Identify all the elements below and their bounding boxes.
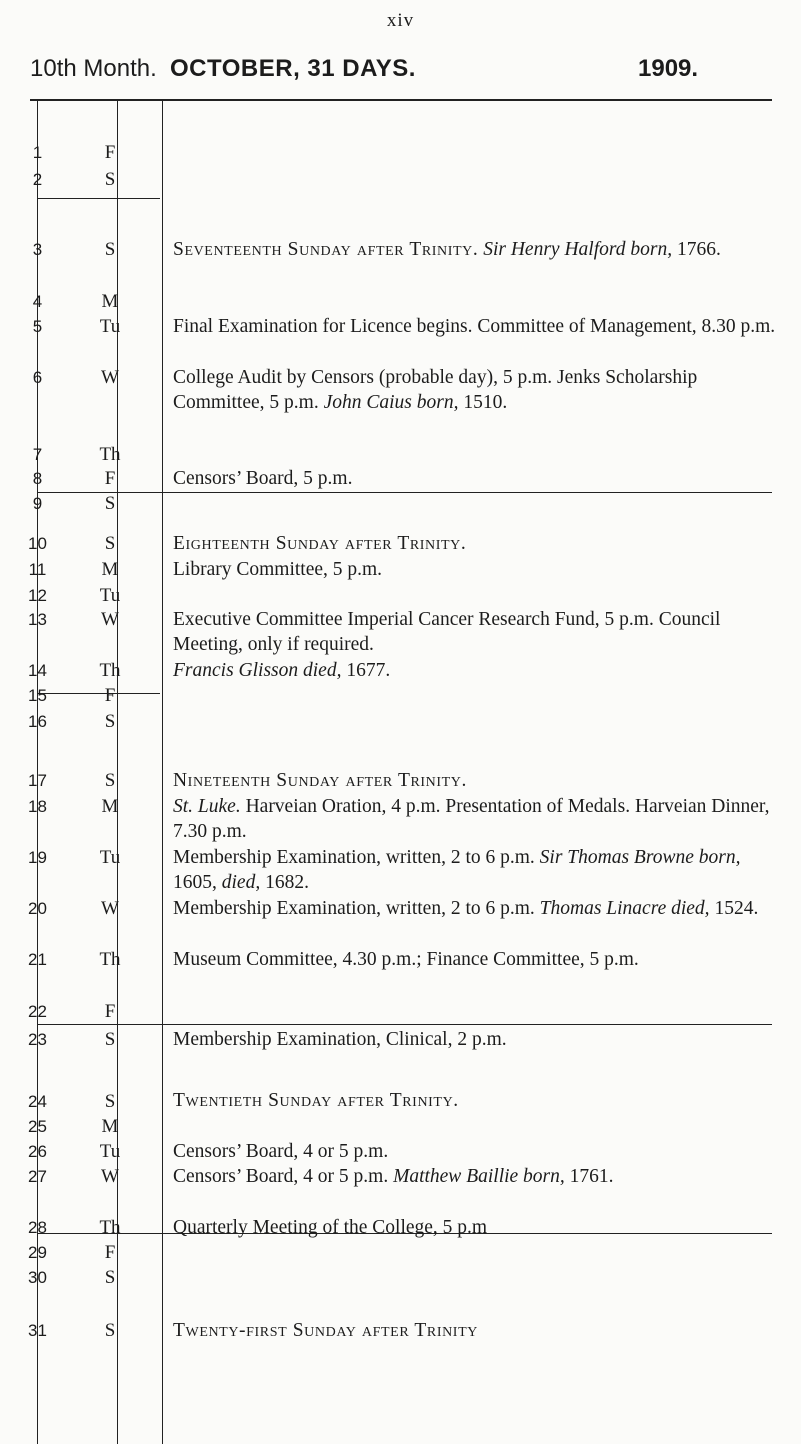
day-number: 28 bbox=[28, 1218, 47, 1237]
day-number: 17 bbox=[28, 771, 47, 790]
weekday-letter: S bbox=[104, 1267, 116, 1288]
event-died: died, bbox=[221, 872, 261, 893]
year-label: 1909. bbox=[638, 55, 699, 82]
event-oct-6 bbox=[173, 365, 783, 415]
day-number: 10 bbox=[28, 534, 47, 553]
event-year: 1510. bbox=[463, 392, 508, 413]
event-text: Membership Examination, written, 2 to 6 p.m. bbox=[173, 847, 535, 868]
event-text: Censors’ Board, 4 or 5 p.m. bbox=[173, 1166, 389, 1187]
event-oct-5: Final Examination for Licence begins. Committee of Management, 8.30 p.m. bbox=[173, 316, 776, 337]
day-number: 30 bbox=[28, 1268, 47, 1287]
event-oct-21: Museum Committee, 4.30 p.m.; Finance Committee, 5 p.m. bbox=[173, 949, 639, 970]
event-person: Sir Thomas Browne born, bbox=[539, 847, 741, 868]
weekday-letter: S bbox=[104, 770, 116, 791]
event-person: Francis Glisson died, bbox=[173, 660, 342, 681]
event-oct-17: Nineteenth Sunday after Trinity. bbox=[173, 770, 467, 791]
weekday-letter: S bbox=[104, 1029, 116, 1050]
month-label: 10th Month. bbox=[30, 55, 157, 82]
event-oct-19 bbox=[173, 845, 783, 895]
event-person: John Caius born, bbox=[323, 392, 459, 413]
day-number: 9 bbox=[32, 494, 43, 513]
day-number: 8 bbox=[32, 469, 43, 488]
day-number: 12 bbox=[28, 586, 47, 605]
header-rule bbox=[30, 99, 772, 101]
day-number: 22 bbox=[28, 1002, 47, 1021]
weekday-letter: M bbox=[101, 796, 119, 817]
day-number: 19 bbox=[28, 848, 47, 867]
sunday-heading: Seventeenth Sunday after Trinity. bbox=[173, 239, 479, 260]
event-oct-27 bbox=[173, 1164, 783, 1189]
event-oct-11: Library Committee, 5 p.m. bbox=[173, 559, 383, 580]
day-number: 15 bbox=[28, 686, 47, 705]
event-year: 1682. bbox=[265, 872, 309, 893]
day-number: 20 bbox=[28, 899, 47, 918]
event-oct-20 bbox=[173, 896, 783, 921]
weekday-letter: S bbox=[104, 1320, 116, 1341]
weekday-letter: S bbox=[104, 711, 116, 732]
day-number: 13 bbox=[28, 610, 47, 629]
weekday-letter: S bbox=[104, 169, 116, 190]
weekday-letter: M bbox=[101, 291, 119, 312]
event-year: 1766. bbox=[676, 239, 721, 260]
weekday-letter: Th bbox=[99, 444, 121, 465]
column-divider-text bbox=[162, 99, 163, 1444]
weekday-letter: F bbox=[104, 1242, 116, 1263]
weekday-letter: M bbox=[101, 1116, 119, 1137]
day-number: 3 bbox=[32, 240, 43, 259]
weekday-letter: F bbox=[104, 142, 116, 163]
day-number: 25 bbox=[28, 1117, 47, 1136]
weekday-letter: S bbox=[104, 533, 116, 554]
event-year: 1761. bbox=[569, 1166, 614, 1187]
week-rule bbox=[37, 1024, 160, 1025]
weekday-letter: S bbox=[104, 493, 116, 514]
page-number: xiv bbox=[386, 10, 415, 31]
day-number: 26 bbox=[28, 1142, 47, 1161]
event-year: 1677. bbox=[346, 660, 391, 681]
weekday-letter: F bbox=[104, 685, 116, 706]
event-text: Membership Examination, written, 2 to 6 p.m. bbox=[173, 898, 535, 919]
day-number: 14 bbox=[28, 661, 47, 680]
weekday-letter: W bbox=[101, 609, 119, 630]
event-person: Thomas Linacre died, bbox=[539, 898, 710, 919]
weekday-letter: Tu bbox=[99, 1141, 121, 1162]
event-oct-14 bbox=[173, 658, 783, 683]
event-oct-10: Eighteenth Sunday after Trinity. bbox=[173, 533, 467, 554]
day-number: 1 bbox=[32, 143, 43, 162]
day-number: 4 bbox=[32, 292, 43, 311]
weekday-letter: W bbox=[101, 1166, 119, 1187]
event-text: Harveian Oration, 4 p.m. Presentation of Medals. Harveian Dinner, 7.30 p.m. bbox=[173, 796, 770, 842]
week-rule bbox=[160, 1024, 772, 1025]
day-number: 24 bbox=[28, 1092, 47, 1111]
weekday-letter: Tu bbox=[99, 316, 121, 337]
day-number: 7 bbox=[32, 445, 43, 464]
weekday-letter: W bbox=[101, 367, 119, 388]
weekday-letter: F bbox=[104, 1001, 116, 1022]
day-number: 23 bbox=[28, 1030, 47, 1049]
event-oct-24: Twentieth Sunday after Trinity. bbox=[173, 1090, 459, 1111]
event-oct-8: Censors’ Board, 5 p.m. bbox=[173, 468, 353, 489]
event-oct-23: Membership Examination, Clinical, 2 p.m. bbox=[173, 1029, 507, 1050]
day-number: 5 bbox=[32, 317, 43, 336]
day-number: 29 bbox=[28, 1243, 47, 1262]
weekday-letter: S bbox=[104, 1091, 116, 1112]
day-number: 21 bbox=[28, 950, 47, 969]
day-number: 6 bbox=[32, 368, 43, 387]
weekday-letter: M bbox=[101, 559, 119, 580]
weekday-letter: F bbox=[104, 468, 116, 489]
weekday-letter: Th bbox=[99, 1217, 121, 1238]
day-number: 18 bbox=[28, 797, 47, 816]
day-number: 16 bbox=[28, 712, 47, 731]
day-number: 27 bbox=[28, 1167, 47, 1186]
week-rule bbox=[160, 492, 772, 493]
event-person: Sir Henry Halford born, bbox=[483, 239, 673, 260]
event-oct-13: Executive Committee Imperial Cancer Research Fund, 5 p.m. Council Meeting, only if required. bbox=[173, 609, 721, 655]
weekday-letter: Th bbox=[99, 949, 121, 970]
day-number: 11 bbox=[28, 560, 47, 579]
event-oct-3 bbox=[173, 237, 783, 262]
page-title: OCTOBER, 31 DAYS. bbox=[170, 55, 416, 82]
event-person: Matthew Baillie born, bbox=[393, 1166, 565, 1187]
event-oct-18 bbox=[173, 794, 783, 844]
weekday-letter: W bbox=[101, 898, 119, 919]
day-number: 2 bbox=[32, 170, 43, 189]
event-year: 1605, bbox=[173, 872, 217, 893]
week-rule bbox=[37, 198, 160, 199]
feast-name: St. Luke. bbox=[173, 796, 241, 817]
weekday-letter: S bbox=[104, 239, 116, 260]
day-number: 31 bbox=[28, 1321, 47, 1340]
event-oct-31: Twenty-first Sunday after Trinity bbox=[173, 1320, 478, 1341]
weekday-letter: Th bbox=[99, 660, 121, 681]
weekday-letter: Tu bbox=[99, 585, 121, 606]
event-year: 1524. bbox=[714, 898, 759, 919]
event-oct-28: Quarterly Meeting of the College, 5 p.m bbox=[173, 1217, 488, 1238]
event-text: College Audit by Censors (probable day), 5 p.m. Jenks Scholarship Committee, 5 p.m. bbox=[173, 367, 698, 413]
event-oct-26: Censors’ Board, 4 or 5 p.m. bbox=[173, 1141, 389, 1162]
weekday-letter: Tu bbox=[99, 847, 121, 868]
